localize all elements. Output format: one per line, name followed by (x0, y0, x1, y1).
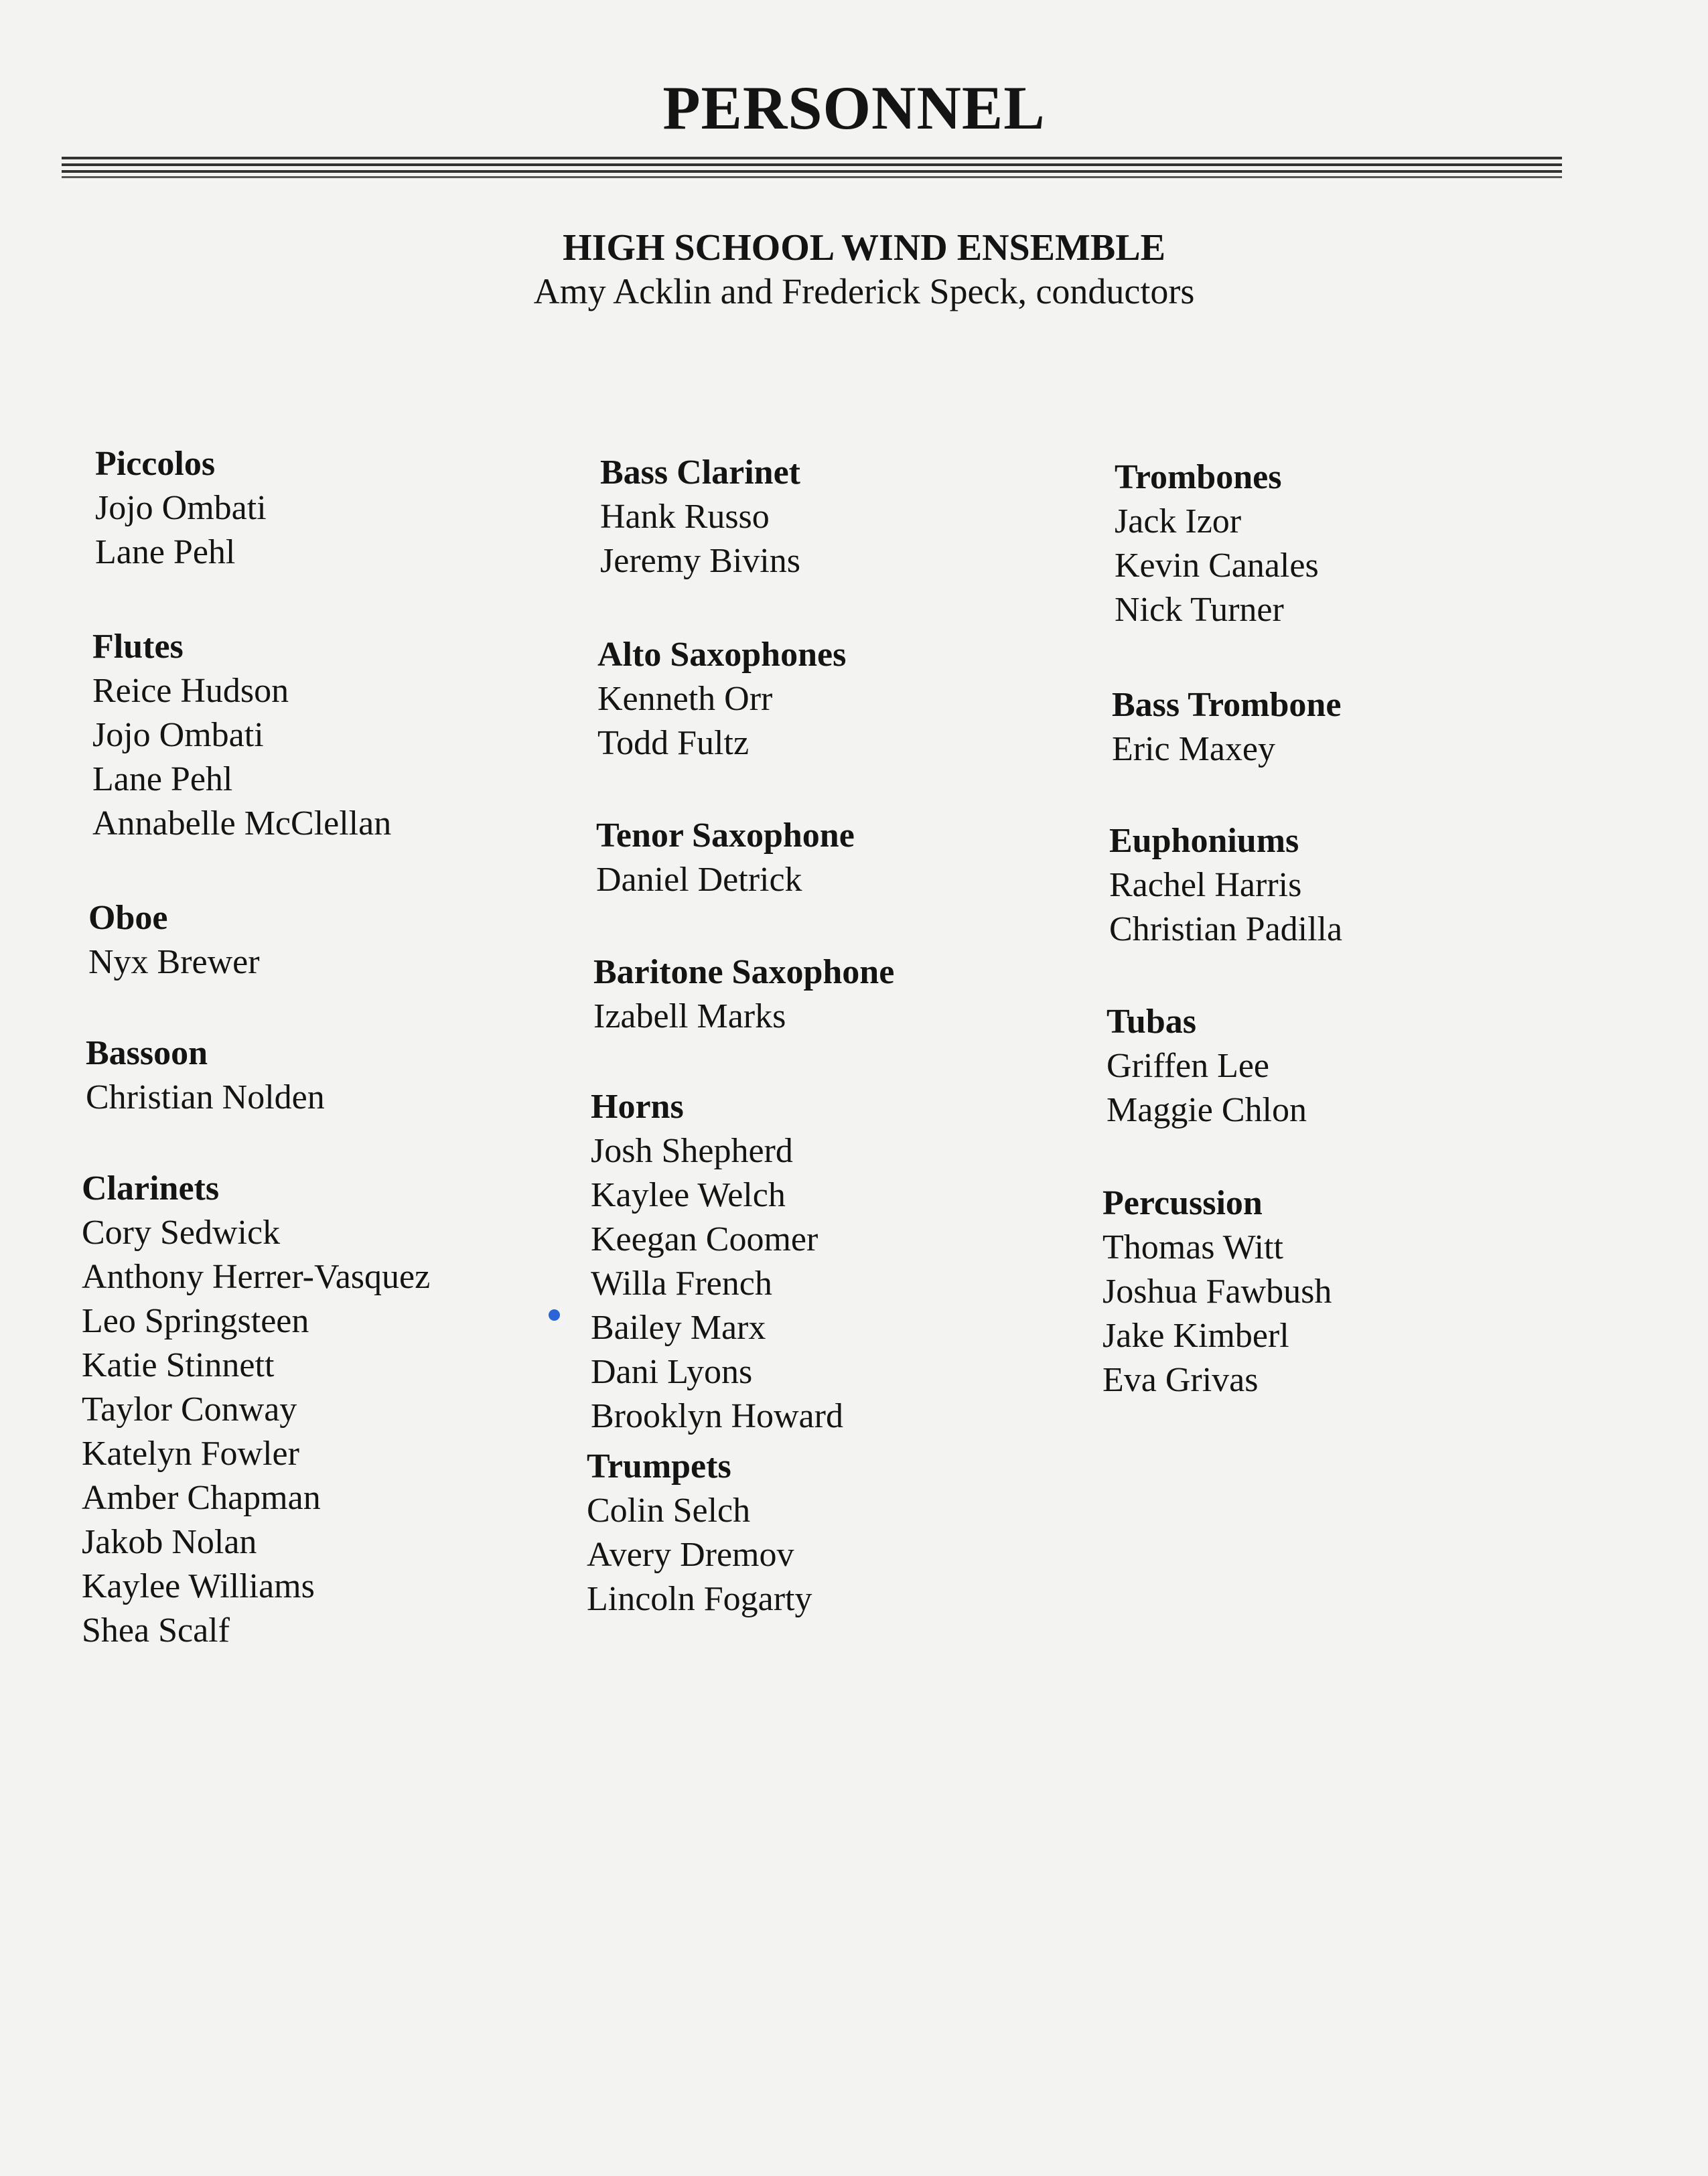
member-name: Christian Padilla (1109, 910, 1343, 948)
section-alto-saxophones (597, 633, 846, 766)
member-name: Eric Maxey (1112, 730, 1276, 768)
member-name: Lane Pehl (92, 760, 233, 798)
member-name: Hank Russo (600, 498, 770, 536)
member-name: Eva Grivas (1102, 1361, 1259, 1399)
section-heading: Bass Clarinet (600, 453, 800, 492)
section-heading: Trombones (1115, 458, 1282, 496)
member-name: Josh Shepherd (591, 1132, 793, 1170)
section-heading: Euphoniums (1109, 822, 1299, 860)
member-name: Rachel Harris (1109, 866, 1302, 904)
member-name: Colin Selch (587, 1492, 751, 1530)
member-name: Kaylee Welch (591, 1176, 786, 1214)
page-title: PERSONNEL (662, 74, 1046, 142)
section-heading: Horns (591, 1088, 684, 1126)
section-bass-trombone (1112, 683, 1341, 772)
section-clarinets (82, 1167, 430, 1653)
section-heading: Percussion (1102, 1184, 1263, 1222)
member-name: Jeremy Bivins (600, 542, 800, 580)
title-rule (62, 155, 1562, 181)
blue-ink-dot (549, 1309, 560, 1321)
section-heading: Baritone Saxophone (593, 953, 895, 991)
section-heading: Flutes (92, 628, 184, 666)
member-name: Joshua Fawbush (1102, 1273, 1332, 1311)
member-name: Katie Stinnett (82, 1346, 275, 1384)
section-horns (591, 1085, 843, 1439)
member-name: Amber Chapman (82, 1479, 321, 1517)
section-heading: Bass Trombone (1112, 686, 1342, 724)
section-baritone-saxophone (593, 950, 894, 1039)
member-name: Reice Hudson (92, 672, 289, 710)
member-name: Jack Izor (1115, 502, 1242, 540)
section-flutes (92, 625, 391, 846)
member-name: Jakob Nolan (82, 1523, 257, 1561)
member-name: Taylor Conway (82, 1390, 297, 1429)
member-name: Bailey Marx (591, 1309, 766, 1347)
section-euphoniums (1109, 819, 1342, 952)
member-name: Lincoln Fogarty (587, 1580, 812, 1618)
section-heading: Tenor Saxophone (596, 816, 855, 855)
member-name: Brooklyn Howard (591, 1397, 843, 1435)
section-heading: Tubas (1107, 1003, 1196, 1041)
member-name: Jake Kimberl (1102, 1317, 1289, 1355)
section-heading: Clarinets (82, 1169, 220, 1208)
member-name: Jojo Ombati (95, 489, 267, 527)
member-name: Todd Fultz (597, 724, 750, 762)
section-percussion (1102, 1181, 1332, 1402)
member-name: Keegan Coomer (591, 1220, 819, 1258)
member-name: Shea Scalf (82, 1611, 230, 1650)
member-name: Dani Lyons (591, 1353, 753, 1391)
section-piccolos (95, 442, 267, 575)
section-trumpets (587, 1445, 812, 1621)
section-heading: Bassoon (86, 1034, 208, 1072)
member-name: Christian Nolden (86, 1078, 325, 1116)
member-name: Thomas Witt (1102, 1228, 1283, 1266)
member-name: Nick Turner (1115, 591, 1284, 629)
member-name: Katelyn Fowler (82, 1435, 299, 1473)
section-tenor-saxophone (596, 814, 855, 902)
member-name: Griffen Lee (1107, 1047, 1270, 1085)
member-name: Anthony Herrer-Vasquez (82, 1258, 431, 1296)
member-name: Izabell Marks (593, 997, 786, 1035)
member-name: Jojo Ombati (92, 716, 264, 754)
member-name: Daniel Detrick (596, 861, 802, 899)
member-name: Kenneth Orr (597, 680, 773, 718)
member-name: Cory Sedwick (82, 1214, 281, 1252)
section-heading: Piccolos (95, 445, 216, 483)
member-name: Kevin Canales (1115, 547, 1319, 585)
section-heading: Oboe (88, 899, 168, 937)
member-name: Leo Springsteen (82, 1302, 309, 1340)
member-name: Willa French (591, 1264, 772, 1303)
section-bass-clarinet (600, 451, 800, 583)
ensemble-name: HIGH SCHOOL WIND ENSEMBLE (563, 227, 1165, 269)
member-name: Kaylee Williams (82, 1567, 315, 1605)
member-name: Maggie Chlon (1107, 1091, 1307, 1129)
section-trombones (1115, 455, 1319, 632)
member-name: Nyx Brewer (88, 943, 260, 981)
section-tubas (1107, 1000, 1307, 1133)
section-heading: Alto Saxophones (597, 636, 847, 674)
member-name: Avery Dremov (587, 1536, 794, 1574)
section-heading: Trumpets (587, 1447, 731, 1485)
member-name: Lane Pehl (95, 533, 236, 571)
section-oboe (88, 896, 260, 985)
ensemble-conductors: Amy Acklin and Frederick Speck, conductors (533, 271, 1195, 311)
section-bassoon (86, 1031, 325, 1120)
member-name: Annabelle McClellan (92, 804, 392, 843)
